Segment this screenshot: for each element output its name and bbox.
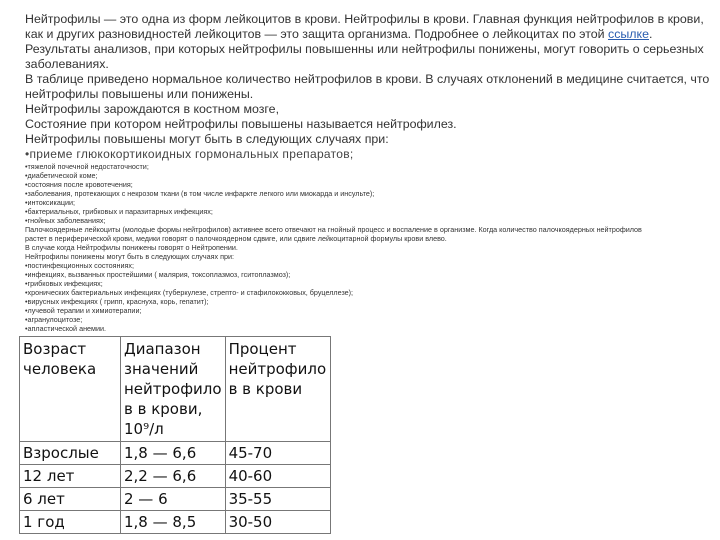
- paragraph: Нейтрофилы зарождаются в костном мозге,: [25, 102, 280, 116]
- small-line: •тяжелой почечной недостаточности;: [25, 162, 149, 171]
- paragraph: Нейтрофилы повышены могут быть в следующих случаях при:: [25, 132, 389, 146]
- small-line: •вирусных инфекциях ( грипп, краснуха, корь, гепатит);: [25, 297, 209, 306]
- paragraph-text: Нейтрофилы — это одна из форм лейкоцитов в крови. Нейтрофилы в крови. Главная функция нейтрофилов в крови, как и других разновидностей лейкоцитов — это защита организма. Подробнее о лейкоцитах по этой: [25, 12, 704, 41]
- header-range: Диапазон значений нейтрофило в в крови, 10⁹/л: [121, 337, 226, 442]
- small-line: В случае когда Нейтрофилы понижены говорят о Нейтропении.: [25, 243, 238, 252]
- table-cell: 2 — 6: [121, 488, 226, 511]
- table-cell: 12 лет: [20, 465, 121, 488]
- header-age: Возраст человека: [20, 337, 121, 442]
- small-line: •апластической анемии.: [25, 324, 106, 333]
- small-line: Палочкоядерные лейкоциты (молодые формы нейтрофилов) активнее всего отвечают на гнойный процесс и воспаление в организме. Когда количество палочкоядерных нейтрофилов: [25, 225, 642, 234]
- leukocytes-link[interactable]: ссылке: [608, 27, 649, 41]
- small-line: •интоксикации;: [25, 198, 75, 207]
- header-percent: Процент нейтрофило в в крови: [225, 337, 330, 442]
- table-header-row: [20, 337, 331, 442]
- table-cell: 1,8 — 8,5: [121, 511, 226, 534]
- table-row: [20, 465, 331, 488]
- link-suffix: .: [649, 27, 653, 41]
- table-cell: 1 год: [20, 511, 121, 534]
- small-line: •постинфекционных состояниях;: [25, 261, 134, 270]
- paragraph: Состояние при котором нейтрофилы повышены называется нейтрофилез.: [25, 117, 457, 131]
- paragraph: Результаты анализов, при которых нейтрофилы повышенны или нейтрофилы понижены, могут говорить о серьезных заболеваниях.: [25, 42, 704, 71]
- paragraph: В таблице приведено нормальное количество нейтрофилов в крови. В случаях отклонений в медицине считается, что нейтрофилы повышены или понижены.: [25, 72, 710, 101]
- paragraph: [25, 12, 717, 42]
- small-line: •заболевания, протекающих с некрозом ткани (в том числе инфаркте легкого или миокарда и инсульте);: [25, 189, 375, 198]
- table-cell: Взрослые: [20, 442, 121, 465]
- table-cell: 40-60: [225, 465, 330, 488]
- table-row: [20, 511, 331, 534]
- bullet-item: •приеме глюкокортикоидных гормональных препаратов;: [25, 147, 354, 161]
- small-line: •диабетической коме;: [25, 171, 98, 180]
- table-row: [20, 442, 331, 465]
- table-cell: 2,2 — 6,6: [121, 465, 226, 488]
- small-line: •инфекциях, вызванных простейшими ( малярия, токсоплазмоз, гситоплазмоз);: [25, 270, 291, 279]
- table-cell: 35-55: [225, 488, 330, 511]
- table-cell: 1,8 — 6,6: [121, 442, 226, 465]
- small-line: •хронических бактериальных инфекциях (туберкулезе, стрепто- и стафилококковых, бруцеллезе);: [25, 288, 354, 297]
- small-line: •гнойных заболеваниях;: [25, 216, 106, 225]
- intro-text: [25, 12, 717, 162]
- neutrophil-norms-table: [19, 336, 331, 534]
- table-cell: 30-50: [225, 511, 330, 534]
- small-line: •лучевой терапии и химиотерапии;: [25, 306, 142, 315]
- table-cell: 6 лет: [20, 488, 121, 511]
- small-line: Нейтрофилы понижены могут быть в следующих случаях при:: [25, 252, 234, 261]
- page-content: [0, 12, 720, 534]
- small-line: •бактериальных, грибковых и паразитарных инфекциях;: [25, 207, 213, 216]
- table-cell: 45-70: [225, 442, 330, 465]
- small-line: •грибковых инфекциях;: [25, 279, 103, 288]
- small-line: •состояния после кровотечения;: [25, 180, 133, 189]
- small-line: •агранулоцитозе;: [25, 315, 83, 324]
- small-text-list: [25, 162, 720, 333]
- table-row: [20, 488, 331, 511]
- small-line: растет в периферической крови, медики говорят о палочкоядерном сдвиге, или сдвиге лейкоцитарной формулы крови влево.: [25, 234, 447, 243]
